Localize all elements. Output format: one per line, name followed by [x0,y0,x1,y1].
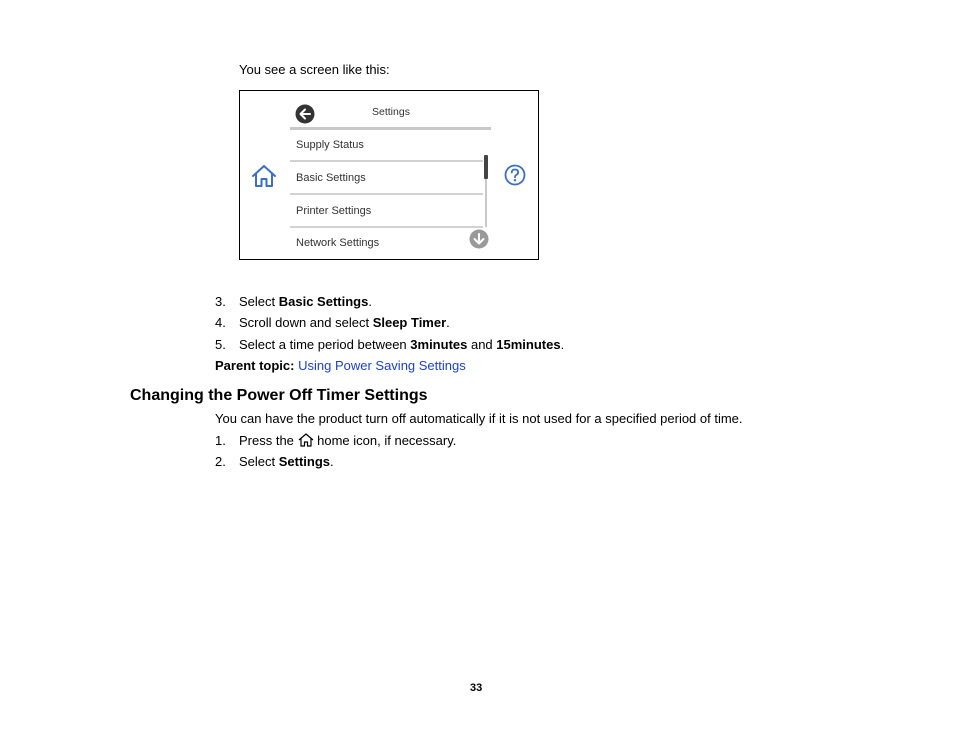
menu-divider [290,193,483,195]
step-keyword: Sleep Timer [372,315,447,330]
step-number: 5. [215,337,226,352]
step-4-text [239,315,450,331]
menu-divider [290,226,483,228]
step-1-text [239,433,456,449]
intro-text: You see a screen like this: [239,62,390,77]
parent-topic [215,358,466,374]
step-text: Select [239,454,279,469]
section-heading: Changing the Power Off Timer Settings [130,387,428,404]
step-text: Scroll down and select [239,315,373,330]
step-text: Press the [239,433,298,448]
back-arrow-icon[interactable] [295,104,315,124]
step-text: . [368,294,372,309]
home-icon[interactable] [251,164,277,188]
step-text: Select a time period between [239,337,411,352]
home-icon [298,433,314,447]
step-text: . [446,315,450,330]
menu-item-supply-status[interactable]: Supply Status [296,139,364,151]
step-5-text [239,337,564,353]
step-keyword: Basic Settings [278,294,369,309]
step-text: and [467,337,497,352]
page-number: 33 [470,682,483,694]
step-number: 2. [215,454,226,469]
step-text: Select [239,294,279,309]
menu-item-printer-settings[interactable]: Printer Settings [296,205,372,217]
parent-topic-link[interactable]: Using Power Saving Settings [298,358,466,373]
printer-screen-figure [239,90,539,260]
step-number: 4. [215,315,226,330]
title-divider [290,127,491,130]
step-keyword: Settings [278,454,331,469]
menu-divider [290,160,483,162]
scroll-down-icon[interactable] [469,229,489,249]
step-2-text [239,454,334,470]
step-keyword: 3minutes [410,337,468,352]
section-description: You can have the product turn off automatically if it is not used for a specified period of time. [215,411,743,426]
step-text: . [560,337,565,352]
scrollbar-thumb[interactable] [484,155,488,179]
help-icon[interactable] [504,164,526,186]
menu-item-basic-settings[interactable]: Basic Settings [296,172,366,184]
step-keyword: 15minutes [496,337,561,352]
step-3-text [239,294,372,310]
menu-item-network-settings[interactable]: Network Settings [296,237,380,249]
parent-topic-label: Parent topic: [215,358,295,373]
step-text: home icon, if necessary. [313,433,457,448]
step-number: 3. [215,294,226,309]
step-text: . [330,454,334,469]
screen-title: Settings [372,106,410,118]
step-number: 1. [215,433,226,448]
